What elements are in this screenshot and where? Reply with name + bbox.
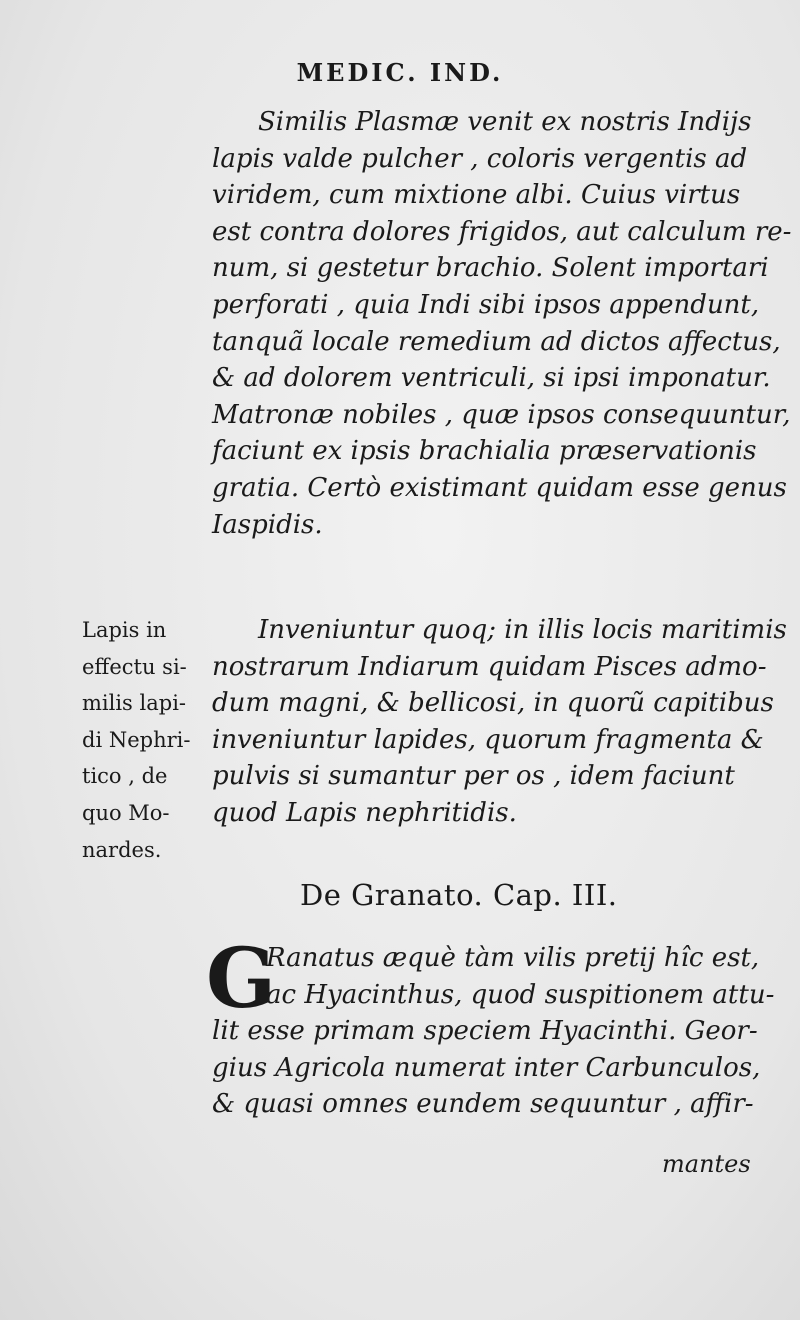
text-line: gius Agricola numerat inter Carbunculos, <box>212 1052 761 1083</box>
text-line: inveniuntur lapides, quorum fragmenta & <box>212 724 764 755</box>
text-line: gratia. Certò existimant quidam esse genus <box>212 472 787 503</box>
text-line: lapis valde pulcher , coloris vergentis ad <box>212 143 748 174</box>
text-line: Ranatus æquè tàm vilis pretij hîc est, <box>266 943 760 973</box>
margin-note-line: effectu si- <box>82 654 187 679</box>
text-line: est contra dolores frigidos, aut calculum re- <box>212 216 792 247</box>
chapter-title: De Granato. Cap. III. <box>300 878 618 912</box>
text-line: nostrarum Indiarum quidam Pisces admo- <box>212 651 767 682</box>
text-line: dum magni, & bellicosi, in quorũ capitibus <box>212 688 774 719</box>
text-line: Iaspidis. <box>212 509 323 540</box>
margin-note-line: Lapis in <box>82 618 167 642</box>
text-line: & quasi omnes eundem sequuntur , affir- <box>212 1089 754 1120</box>
text-line: tanquã locale remedium ad dictos affectus, <box>212 326 781 357</box>
marginal-note <box>82 612 207 868</box>
text-line: Inveniuntur quoq; in illis locis maritimis <box>258 615 787 645</box>
catchword: mantes <box>662 1150 751 1178</box>
margin-note-line: nardes. <box>82 837 162 862</box>
text-line: Matronæ nobiles , quæ ipsos consequuntur, <box>212 399 791 430</box>
text-line: & ad dolorem ventriculi, si ipsi imponatur. <box>212 363 771 394</box>
text-line: Similis Plasmæ venit ex nostris Indijs <box>258 107 752 137</box>
text-line: pulvis si sumantur per os , idem faciunt <box>212 761 735 792</box>
text-line: perforati , quia Indi sibi ipsos appendunt, <box>212 289 760 320</box>
text-line: ac Hyacinthus, quod suspitionem attu- <box>266 979 775 1010</box>
paragraph-similis-plasmae <box>212 104 792 543</box>
margin-note-line: di Nephri- <box>82 727 191 752</box>
drop-cap: G <box>206 931 277 1027</box>
text-line: quod Lapis nephritidis. <box>212 797 517 828</box>
margin-note-line: milis lapi- <box>82 691 187 716</box>
margin-note-line: tico , de <box>82 764 168 789</box>
text-line: viridem, cum mixtione albi. Cuius virtus <box>212 180 741 211</box>
running-header: MEDIC. IND. <box>296 58 504 87</box>
paragraph-inveniuntur <box>212 612 787 832</box>
text-line: faciunt ex ipsis brachialia præservationis <box>212 436 757 467</box>
margin-note-line: quo Mo- <box>82 800 170 825</box>
text-line: num, si gestetur brachio. Solent importari <box>212 253 769 284</box>
text-line: lit esse primam speciem Hyacinthi. Geor- <box>212 1016 758 1047</box>
paragraph-granatus <box>212 940 775 1123</box>
